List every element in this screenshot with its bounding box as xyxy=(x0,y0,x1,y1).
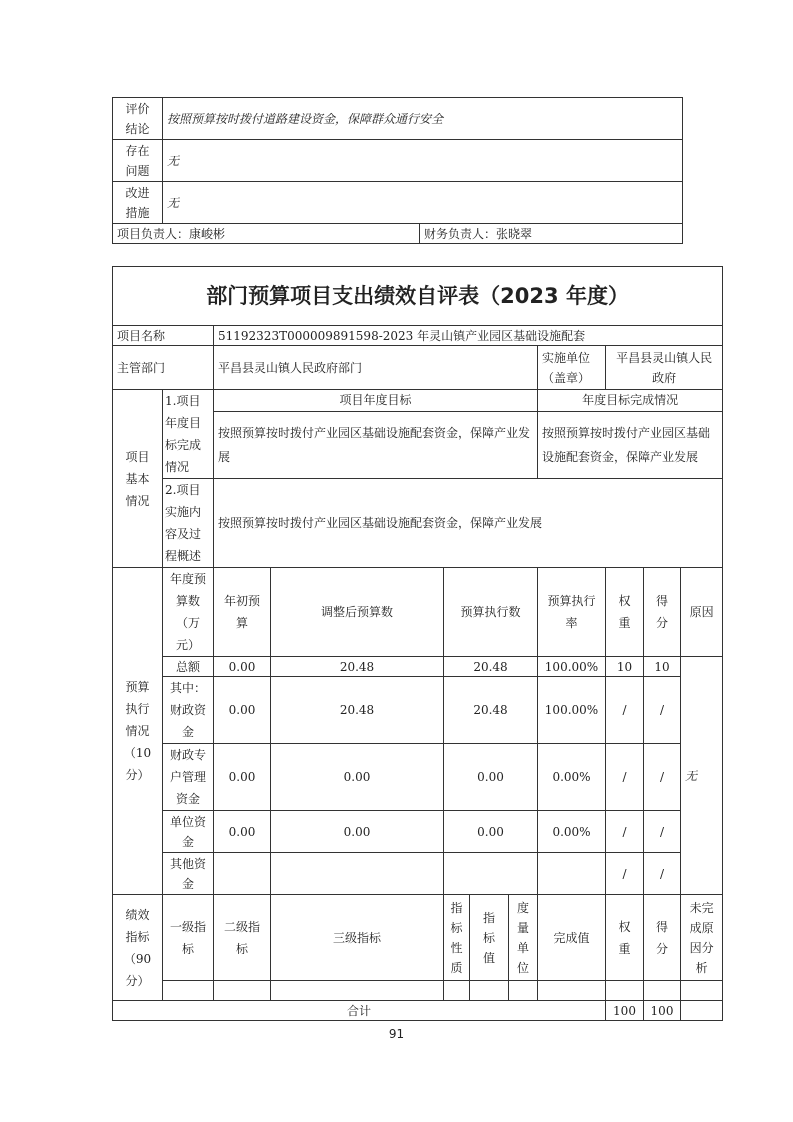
previous-table-tail xyxy=(112,97,683,244)
row-score: / xyxy=(644,811,681,853)
table-row xyxy=(113,657,723,677)
row-initial: 0.00 xyxy=(214,744,271,811)
perf-header-level3: 三级指标 xyxy=(271,895,444,981)
budget-header-annual: 年度预 算数 （万 元） xyxy=(163,568,214,657)
budget-header-adjusted: 调整后预算数 xyxy=(271,568,444,657)
row-name: 总额 xyxy=(163,657,214,677)
total-label: 合计 xyxy=(113,1001,606,1021)
basic-label: 项目 基本 情况 xyxy=(113,390,163,568)
budget-header-weight: 权 重 xyxy=(606,568,644,657)
row-rate: 100.00% xyxy=(538,677,606,744)
row-executed: 20.48 xyxy=(444,677,538,744)
project-name: 51192323T000009891598-2023 年灵山镇产业园区基础设施配套 xyxy=(214,326,723,346)
goal-text: 按照预算按时拨付产业园区基础设施配套资金，保障产业发展 xyxy=(214,411,538,478)
improve-label: 改进 措施 xyxy=(113,182,163,224)
table-row xyxy=(113,853,723,895)
row-weight: / xyxy=(606,744,644,811)
budget-label: 预算 执行 情况 （10 分） xyxy=(113,568,163,895)
row-adjusted xyxy=(271,853,444,895)
finance-leader: 财务负责人：张晓翠 xyxy=(420,224,683,244)
row-executed: 0.00 xyxy=(444,744,538,811)
budget-reason: 无 xyxy=(681,657,723,895)
row-adjusted: 0.00 xyxy=(271,744,444,811)
self-evaluation-form xyxy=(112,266,723,1021)
issue-value: 无 xyxy=(163,140,683,182)
dept-label: 主管部门 xyxy=(113,346,214,390)
eval-value: 按照预算按时拨付道路建设资金，保障群众通行安全 xyxy=(163,98,683,140)
row-weight: / xyxy=(606,811,644,853)
budget-header-executed: 预算执行数 xyxy=(444,568,538,657)
budget-header-reason: 原因 xyxy=(681,568,723,657)
perf-header-weight: 权 重 xyxy=(606,895,644,981)
row-initial: 0.00 xyxy=(214,811,271,853)
total-weight: 100 xyxy=(606,1001,644,1021)
perf-header-nature: 指 标 性 质 xyxy=(444,895,470,981)
row-adjusted: 20.48 xyxy=(271,657,444,677)
row-rate: 0.00% xyxy=(538,744,606,811)
row-executed: 0.00 xyxy=(444,811,538,853)
perf-header-reason: 未完 成原 因分 析 xyxy=(681,895,723,981)
row-adjusted: 20.48 xyxy=(271,677,444,744)
row-rate xyxy=(538,853,606,895)
perf-label: 绩效 指标 （90 分） xyxy=(113,895,163,1001)
eval-label: 评价 结论 xyxy=(113,98,163,140)
content-text: 按照预算按时拨付产业园区基础设施配套资金，保障产业发展 xyxy=(214,479,723,568)
row-rate: 0.00% xyxy=(538,811,606,853)
improve-value: 无 xyxy=(163,182,683,224)
perf-header-score: 得 分 xyxy=(644,895,681,981)
row-adjusted: 0.00 xyxy=(271,811,444,853)
row-rate: 100.00% xyxy=(538,657,606,677)
budget-header-score: 得 分 xyxy=(644,568,681,657)
impl-value: 平昌县灵山镇人民 政府 xyxy=(606,346,723,390)
dept-value: 平昌县灵山镇人民政府部门 xyxy=(214,346,538,390)
goal-header: 项目年度目标 xyxy=(214,390,538,412)
row-initial xyxy=(214,853,271,895)
perf-header-done: 完成值 xyxy=(538,895,606,981)
row-score: 10 xyxy=(644,657,681,677)
content-label: 2.项目 实施内 容及过 程概述 xyxy=(163,479,214,568)
project-leader: 项目负责人：康峻彬 xyxy=(113,224,420,244)
row-initial: 0.00 xyxy=(214,657,271,677)
issue-label: 存在 问题 xyxy=(113,140,163,182)
row-weight: / xyxy=(606,853,644,895)
perf-header-value: 指 标 值 xyxy=(470,895,509,981)
row-initial: 0.00 xyxy=(214,677,271,744)
row-score: / xyxy=(644,853,681,895)
project-name-label: 项目名称 xyxy=(113,326,214,346)
impl-label: 实施单位 （盖章） xyxy=(538,346,606,390)
goal-done-header: 年度目标完成情况 xyxy=(538,390,723,412)
row-weight: 10 xyxy=(606,657,644,677)
row-name: 其他资 金 xyxy=(163,853,214,895)
row-weight: / xyxy=(606,677,644,744)
row-name: 财政专 户管理 资金 xyxy=(163,744,214,811)
form-title: 部门预算项目支出绩效自评表（2023 年度） xyxy=(113,267,723,326)
row-score: / xyxy=(644,677,681,744)
total-score: 100 xyxy=(644,1001,681,1021)
table-row xyxy=(113,811,723,853)
goal-done-text: 按照预算按时拨付产业园区基础设施配套资金，保障产业发展 xyxy=(538,411,723,478)
budget-header-initial: 年初预 算 xyxy=(214,568,271,657)
row-executed xyxy=(444,853,538,895)
budget-header-rate: 预算执行率 xyxy=(538,568,606,657)
perf-header-unit: 度 量 单 位 xyxy=(509,895,538,981)
row-name: 其中： 财政资 金 xyxy=(163,677,214,744)
table-row xyxy=(113,677,723,744)
page-number: 91 xyxy=(388,1027,405,1041)
table-row xyxy=(113,744,723,811)
goal-label: 1.项目 年度目 标完成 情况 xyxy=(163,390,214,479)
perf-header-level1: 一级指 标 xyxy=(163,895,214,981)
row-executed: 20.48 xyxy=(444,657,538,677)
perf-empty-row xyxy=(113,981,723,1001)
perf-header-level2: 二级指 标 xyxy=(214,895,271,981)
row-name: 单位资 金 xyxy=(163,811,214,853)
row-score: / xyxy=(644,744,681,811)
